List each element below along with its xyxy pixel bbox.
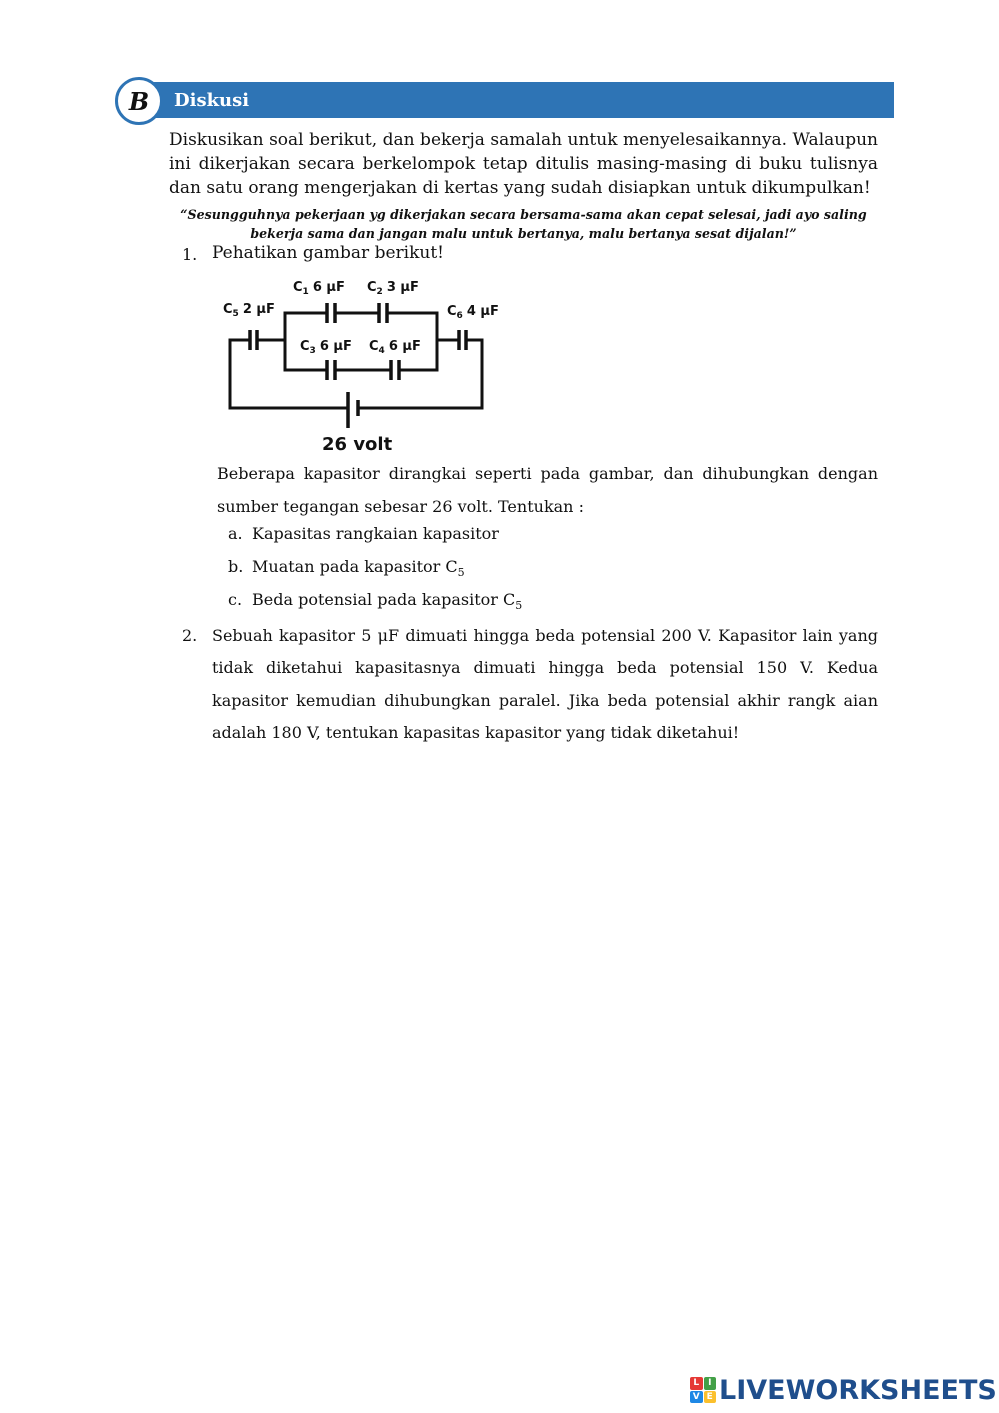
quote-line-1: “Sesungguhnya pekerjaan yg dikerjakan secara bersama-sama akan cepat selesai, jadi ayo saling (180, 207, 867, 222)
question-1-title: Pehatikan gambar berikut! (212, 243, 444, 263)
liveworksheets-icon (690, 1377, 716, 1403)
c3-label: $C_3$ 6 μF (300, 339, 352, 356)
question-1-body: Beberapa kapasitor dirangkai seperti pada gambar, dan dihubungkan dengan sumber tegangan sebesar 26 volt. Tentukan : (217, 464, 878, 516)
item-text: Beda potensial pada kapasitor $C_5$ (252, 590, 523, 613)
logo-letter-v: V (690, 1391, 703, 1404)
question-2-body: Sebuah kapasitor 5 μF dimuati hingga beda potensial 200 V. Kapasitor lain yang tidak diketahui kapasitasnya dimuati hingga beda potensial 150 V. Kedua kapasitor kemudian dihubungkan paralel. Jika beda potensial akhir rangk aian adalah 180 V, tentukan kapasitas kapasitor yang tidak diketahui! (212, 626, 878, 743)
c6-label: $C_6$ 4 μF (447, 304, 499, 321)
section-header-bar (140, 82, 894, 118)
c4-label: $C_4$ 6 μF (369, 339, 421, 356)
logo-letter-l: L (690, 1377, 703, 1390)
quote-line-2: bekerja sama dan jangan malu untuk bertanya, malu bertanya sesat dijalan!” (250, 226, 797, 241)
c5-label: $C_5$ 2 μF (223, 302, 275, 319)
item-label: c. (228, 590, 243, 609)
capacitor-circuit-diagram (215, 268, 515, 458)
item-label: a. (228, 524, 243, 543)
question-1-number: 1. (182, 245, 198, 264)
c2-label: $C_2$ 3 μF (367, 280, 419, 297)
question-2-number: 2. (182, 626, 198, 645)
c1-label: $C_1$ 6 μF (293, 280, 345, 297)
source-voltage-label: 26 volt (322, 434, 393, 455)
section-title: Diskusi (174, 89, 250, 111)
item-label: b. (228, 557, 244, 576)
logo-letter-i: I (704, 1377, 717, 1390)
liveworksheets-logo (690, 1372, 997, 1408)
liveworksheets-wordmark: LIVEWORKSHEETS (719, 1374, 997, 1406)
section-badge-letter: B (128, 86, 150, 116)
logo-letter-e: E (704, 1391, 717, 1404)
item-text: Kapasitas rangkaian kapasitor (252, 524, 499, 543)
section-badge (115, 77, 163, 125)
item-text: Muatan pada kapasitor $C_5$ (252, 557, 465, 580)
intro-paragraph: Diskusikan soal berikut, dan bekerja samalah untuk menyelesaikannya. Walaupun ini dikerjakan secara berkelompok tetap ditulis masing-masing di buku tulisnya dan satu orang mengerjakan di kertas yang sudah disiapkan untuk dikumpulkan! (169, 130, 878, 198)
motivational-quote (169, 205, 878, 243)
